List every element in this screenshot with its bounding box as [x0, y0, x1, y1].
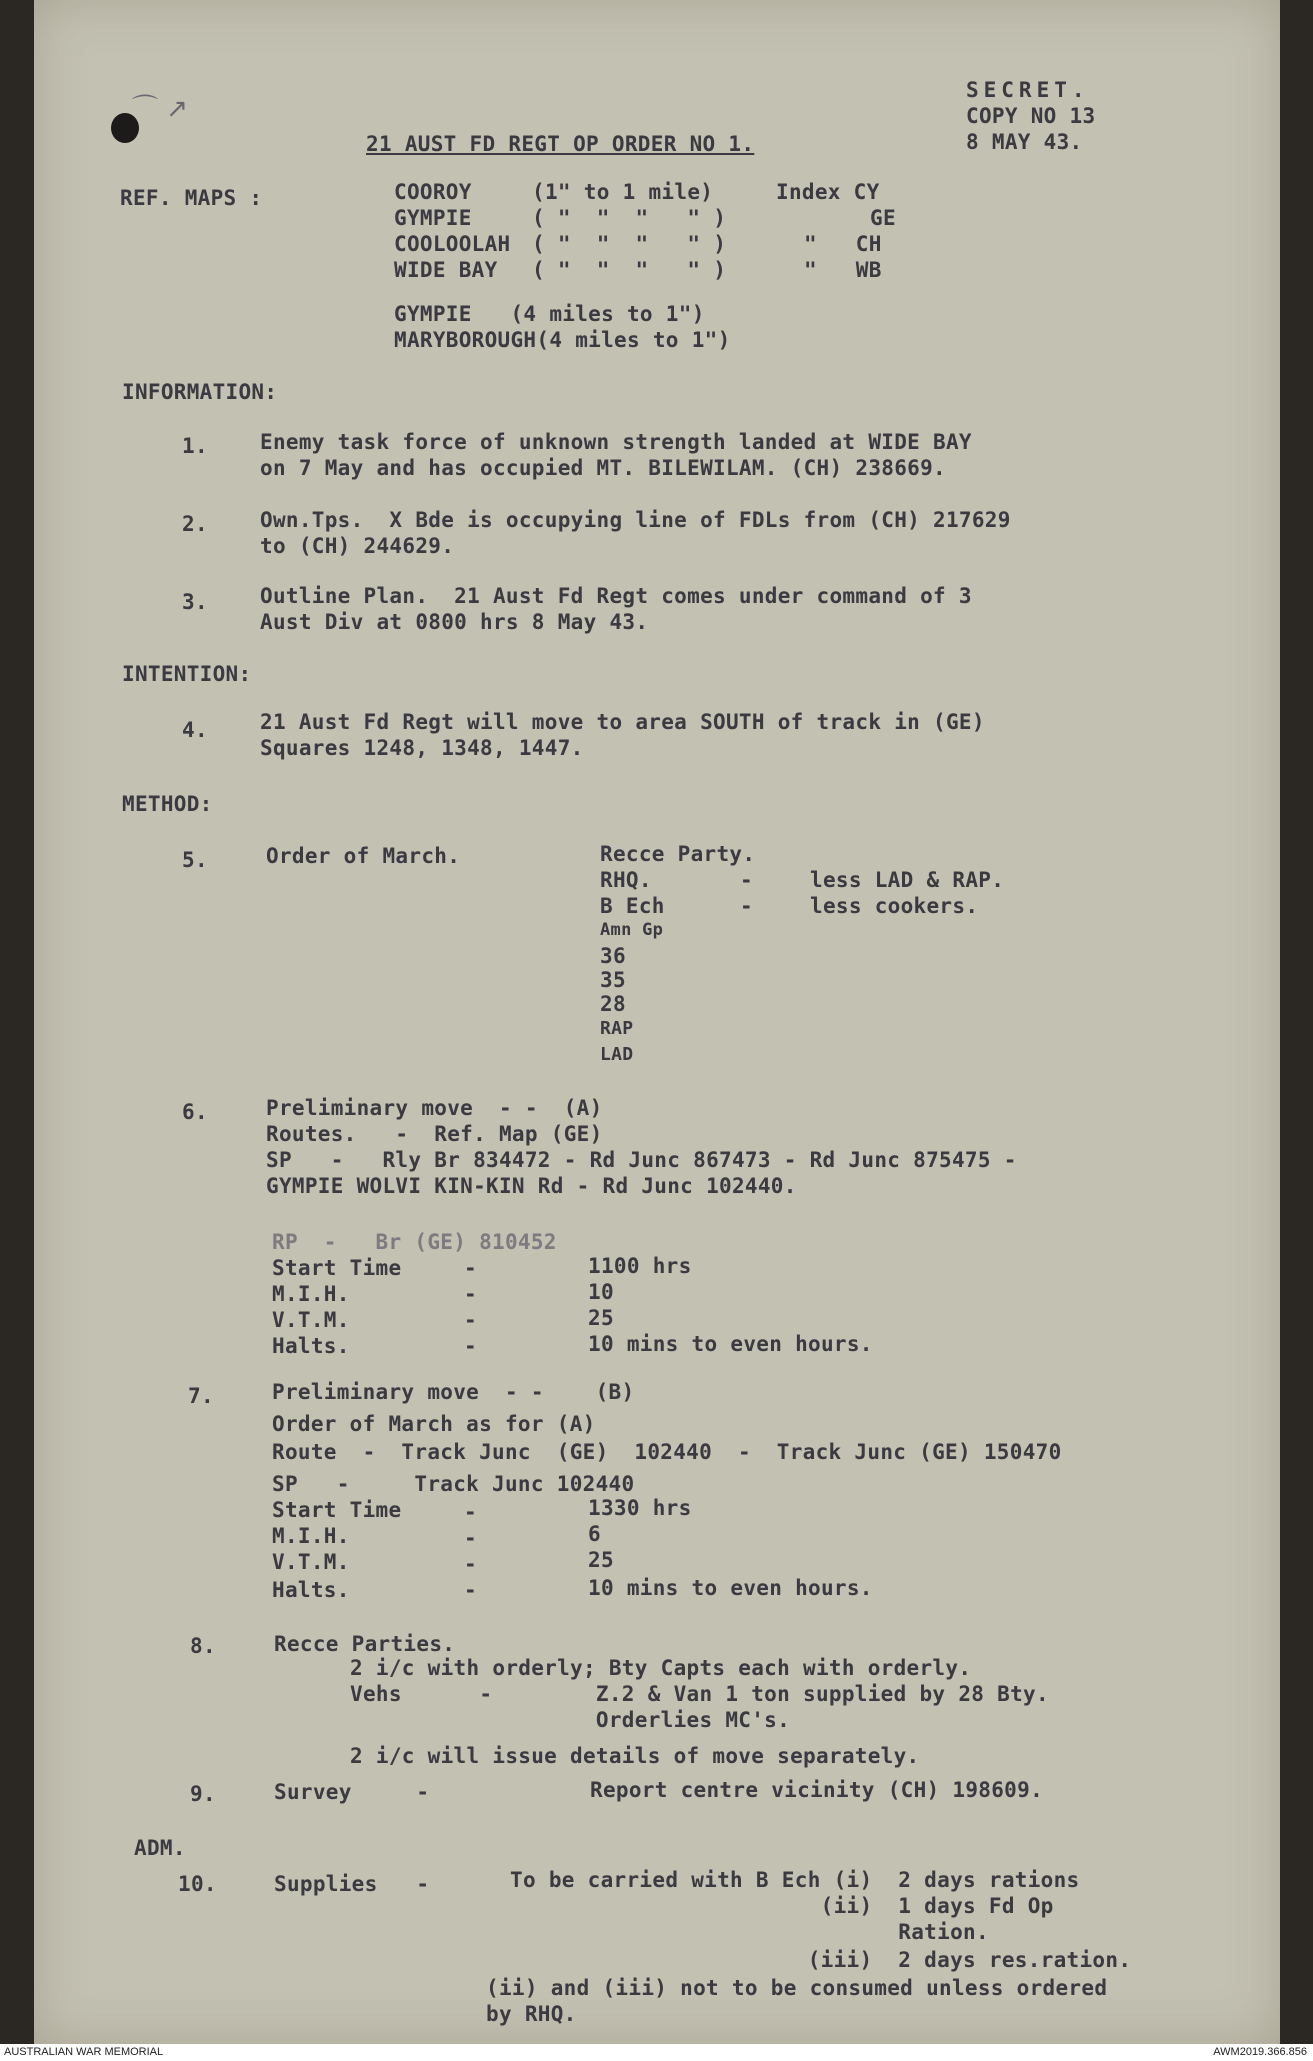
- section-heading-intention: INTENTION:: [122, 662, 252, 686]
- recce-heading: Recce Parties.: [274, 1632, 456, 1656]
- supplies-line: To be carried with B Ech (i) 2 days rations: [510, 1868, 1080, 1892]
- detail-dash: -: [464, 1552, 477, 1576]
- detail-label: M.I.H.: [272, 1282, 350, 1306]
- move-a-heading: Preliminary move - - (A): [266, 1096, 603, 1120]
- para-line: 21 Aust Fd Regt will move to area SOUTH of track in (GE): [260, 710, 985, 734]
- recce-line: 2 i/c will issue details of move separately.: [350, 1744, 920, 1768]
- para-number: 8.: [190, 1634, 216, 1658]
- archive-reference: AWM2019.366.856: [1213, 2046, 1307, 2058]
- supplies-line: (iii) 2 days res.ration.: [510, 1948, 1132, 1972]
- map-scale: ( " " " " ): [532, 258, 727, 282]
- move-b-line: Route - Track Junc (GE) 102440 - Track Junc (GE) 150470: [272, 1440, 1062, 1464]
- detail-value: 25: [588, 1306, 614, 1330]
- march-note: less LAD & RAP.: [810, 868, 1005, 892]
- para-line: Own.Tps. X Bde is occupying line of FDLs from (CH) 217629: [260, 508, 1011, 532]
- detail-label: Halts.: [272, 1334, 350, 1358]
- detail-value: 10 mins to even hours.: [588, 1332, 873, 1356]
- classification: SECRET.: [966, 78, 1090, 102]
- detail-value: 10 mins to even hours.: [588, 1576, 873, 1600]
- pencil-mark: ⌒ ↗: [132, 94, 189, 124]
- para-line: Squares 1248, 1348, 1447.: [260, 736, 584, 760]
- section-heading-method: METHOD:: [122, 792, 213, 816]
- map-name: COOLOOLAH: [394, 232, 511, 256]
- para-number: 3.: [182, 590, 208, 614]
- supplies-line: (ii) and (iii) not to be consumed unless ordered: [486, 1976, 1108, 2000]
- para-number: 9.: [190, 1782, 216, 1806]
- detail-label: Start Time: [272, 1256, 402, 1280]
- detail-dash: -: [464, 1526, 477, 1550]
- order-of-march-label: Order of March.: [266, 844, 461, 868]
- map-name: COOROY: [394, 180, 472, 204]
- detail-label: Start Time: [272, 1498, 402, 1522]
- detail-dash: -: [464, 1282, 477, 1306]
- small-scale-map: GYMPIE (4 miles to 1"): [394, 302, 705, 326]
- ref-maps-label: REF. MAPS :: [120, 186, 263, 210]
- para-line: Enemy task force of unknown strength landed at WIDE BAY: [260, 430, 972, 454]
- detail-label: M.I.H.: [272, 1524, 350, 1548]
- order-date: 8 MAY 43.: [966, 130, 1083, 154]
- map-scale: ( " " " " ): [532, 232, 727, 256]
- march-unit: Amn Gp: [600, 920, 664, 940]
- detail-value: 6: [588, 1522, 601, 1546]
- archive-name: AUSTRALIAN WAR MEMORIAL: [4, 2046, 164, 2058]
- recce-line: 2 i/c with orderly; Bty Capts each with orderly.: [350, 1656, 972, 1680]
- move-a-line: SP - Rly Br 834472 - Rd Junc 867473 - Rd Junc 875475 -: [266, 1148, 1017, 1172]
- section-heading-adm: ADM.: [134, 1836, 186, 1860]
- march-unit: RAP: [600, 1018, 634, 1039]
- map-index: Index CY: [776, 180, 880, 204]
- para-number: 2.: [182, 512, 208, 536]
- detail-value: 10: [588, 1280, 614, 1304]
- survey-text: Report centre vicinity (CH) 198609.: [590, 1778, 1044, 1802]
- move-a-line: GYMPIE WOLVI KIN-KIN Rd - Rd Junc 102440.: [266, 1174, 797, 1198]
- detail-value: 1330 hrs: [588, 1496, 692, 1520]
- march-unit: Recce Party.: [600, 842, 756, 866]
- supplies-line: (ii) 1 days Fd Op: [510, 1894, 1054, 1918]
- para-line: Aust Div at 0800 hrs 8 May 43.: [260, 610, 649, 634]
- move-a-line: Routes. - Ref. Map (GE): [266, 1122, 603, 1146]
- page-title: 21 AUST FD REGT OP ORDER NO 1.: [366, 132, 755, 156]
- section-heading-information: INFORMATION:: [122, 380, 278, 404]
- small-scale-map: MARYBOROUGH(4 miles to 1"): [394, 328, 731, 352]
- map-index: " WB: [804, 258, 882, 282]
- march-unit: 28: [600, 992, 626, 1016]
- para-number: 6.: [182, 1100, 208, 1124]
- para-number: 1.: [182, 434, 208, 458]
- detail-dash: -: [464, 1500, 477, 1524]
- para-number: 10.: [178, 1872, 217, 1896]
- map-scale: (1" to 1 mile): [532, 180, 714, 204]
- para-line: to (CH) 244629.: [260, 534, 455, 558]
- move-a-rp: RP - Br (GE) 810452: [272, 1230, 557, 1254]
- para-number: 7.: [188, 1384, 214, 1408]
- detail-label: Halts.: [272, 1578, 350, 1602]
- copy-number: COPY NO 13: [966, 104, 1096, 128]
- para-number: 5.: [182, 848, 208, 872]
- map-name: GYMPIE: [394, 206, 472, 230]
- archive-footer: [0, 2044, 1313, 2061]
- recce-line: Vehs - Z.2 & Van 1 ton supplied by 28 Bty.: [350, 1682, 1049, 1706]
- march-note: less cookers.: [810, 894, 979, 918]
- map-index: " CH: [804, 232, 882, 256]
- march-dash: -: [740, 894, 753, 918]
- move-b-line: SP - Track Junc 102440: [272, 1472, 635, 1496]
- detail-label: V.T.M.: [272, 1550, 350, 1574]
- march-dash: -: [740, 868, 753, 892]
- supplies-label: Supplies -: [274, 1872, 430, 1896]
- detail-dash: -: [464, 1334, 477, 1358]
- supplies-line: by RHQ.: [486, 2002, 577, 2026]
- map-name: WIDE BAY: [394, 258, 498, 282]
- para-line: Outline Plan. 21 Aust Fd Regt comes under command of 3: [260, 584, 972, 608]
- move-b-heading: Preliminary move - - (B): [272, 1380, 635, 1404]
- march-unit: RHQ.: [600, 868, 652, 892]
- recce-line: Orderlies MC's.: [350, 1708, 791, 1732]
- detail-value: 25: [588, 1548, 614, 1572]
- detail-label: V.T.M.: [272, 1308, 350, 1332]
- survey-label: Survey -: [274, 1780, 430, 1804]
- detail-dash: -: [464, 1308, 477, 1332]
- detail-dash: -: [464, 1578, 477, 1602]
- detail-dash: -: [464, 1256, 477, 1280]
- march-unit: 35: [600, 968, 626, 992]
- para-line: on 7 May and has occupied MT. BILEWILAM. (CH) 238669.: [260, 456, 946, 480]
- detail-value: 1100 hrs: [588, 1254, 692, 1278]
- move-b-line: Order of March as for (A): [272, 1412, 596, 1436]
- map-scale: ( " " " " ): [532, 206, 727, 230]
- march-unit: LAD: [600, 1044, 634, 1065]
- march-unit: 36: [600, 944, 626, 968]
- supplies-line: Ration.: [510, 1920, 989, 1944]
- document-page: [34, 0, 1280, 2044]
- map-index: GE: [870, 206, 896, 230]
- march-unit: B Ech: [600, 894, 665, 918]
- para-number: 4.: [182, 718, 208, 742]
